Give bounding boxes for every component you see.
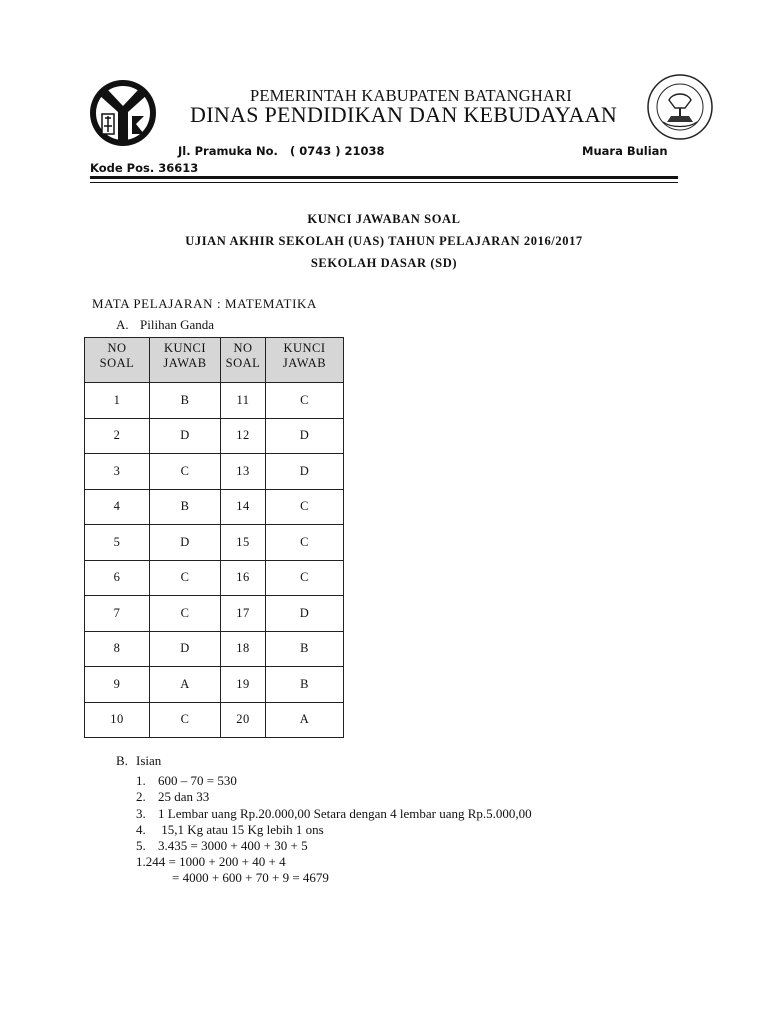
answer-key: D [266,418,344,454]
answer-key: C [150,702,221,738]
answer-key: C [150,454,221,490]
list-item: 1. 600 – 70 = 530 [136,773,237,788]
answer-key: C [150,596,221,632]
table-row [85,596,344,632]
answer-key: C [150,560,221,596]
section-b-title: Isian [136,753,162,768]
table-row [85,525,344,561]
question-number: 8 [85,631,150,667]
question-number: 19 [221,667,266,703]
question-number: 17 [221,596,266,632]
exam-title: UJIAN AKHIR SEKOLAH (UAS) TAHUN PELAJARAN 2016/2017 [185,234,583,248]
list-item: 2. 25 dan 33 [136,789,210,805]
question-number: 9 [85,667,150,703]
table-row [85,383,344,419]
answer-key: D [266,454,344,490]
table-row [85,454,344,490]
question-number: 1 [85,383,150,419]
question-number: 3 [85,454,150,490]
header-divider-thin [90,182,678,183]
answer-key: D [266,596,344,632]
address-city: Muara Bulian [582,144,668,158]
answer-key: C [266,525,344,561]
header-divider-thick [90,176,678,179]
government-name: PEMERINTAH KABUPATEN BATANGHARI [250,86,572,105]
question-number: 16 [221,560,266,596]
table-row [85,560,344,596]
answer-key: B [150,383,221,419]
school-level-title: SEKOLAH DASAR (SD) [310,256,458,270]
postal-code: Kode Pos. 36613 [90,161,199,175]
answer-key: A [266,702,344,738]
section-a-heading [116,317,214,333]
section-a-title: Pilihan Ganda [140,317,215,332]
table-row [85,418,344,454]
answer-key: A [150,667,221,703]
question-number: 20 [221,702,266,738]
list-item: 3. 1 Lembar uang Rp.20.000,00 Setara dengan 4 lembar uang Rp.5.000,00 [136,805,532,821]
question-number: 5 [85,525,150,561]
question-number: 15 [221,525,266,561]
regency-emblem-icon [88,78,158,148]
section-a-marker: A. [116,317,129,332]
section-b-marker: B. [116,753,128,768]
subject-label: MATA PELAJARAN : MATEMATIKA [92,296,317,311]
table-row [85,489,344,525]
expanded-form-line-2: = 4000 + 600 + 70 + 9 = 4679 [172,870,329,885]
expanded-form-line-1: 1.244 = 1000 + 200 + 40 + 4 [136,854,286,869]
question-number: 14 [221,489,266,525]
list-item: 5. 3.435 = 3000 + 400 + 30 + 5 [136,838,308,854]
question-number: 10 [85,702,150,738]
document-title: KUNCI JAWABAN SOAL [307,212,461,226]
answer-key: C [266,383,344,419]
address-street: Jl. Pramuka No. ( 0743 ) 21038 [178,144,385,158]
question-number: 11 [221,383,266,419]
question-number: 13 [221,454,266,490]
answer-key-table [84,337,344,738]
answer-key: B [266,631,344,667]
header-no-soal-1: NO SOAL [85,338,150,383]
question-number: 12 [221,418,266,454]
table-row [85,702,344,738]
answer-key: D [150,418,221,454]
table-row [85,667,344,703]
answer-key: C [266,560,344,596]
table-row [85,631,344,667]
header-no-soal-2: NO SOAL [221,338,266,383]
answer-key: D [150,631,221,667]
department-name: DINAS PENDIDIKAN DAN KEBUDAYAAN [190,102,618,127]
question-number: 7 [85,596,150,632]
answer-key: B [150,489,221,525]
section-b-heading [116,753,161,769]
answer-key: B [266,667,344,703]
answer-key: C [266,489,344,525]
header-kunci-jawab-2: KUNCI JAWAB [266,338,344,383]
isian-answer-list [136,773,532,854]
question-number: 2 [85,418,150,454]
answer-key: D [150,525,221,561]
tut-wuri-handayani-emblem-icon [641,72,719,142]
list-item: 4. 15,1 Kg atau 15 Kg lebih 1 ons [136,821,324,837]
question-number: 18 [221,631,266,667]
header-kunci-jawab-1: KUNCI JAWAB [150,338,221,383]
question-number: 6 [85,560,150,596]
table-header-row [85,338,344,383]
question-number: 4 [85,489,150,525]
